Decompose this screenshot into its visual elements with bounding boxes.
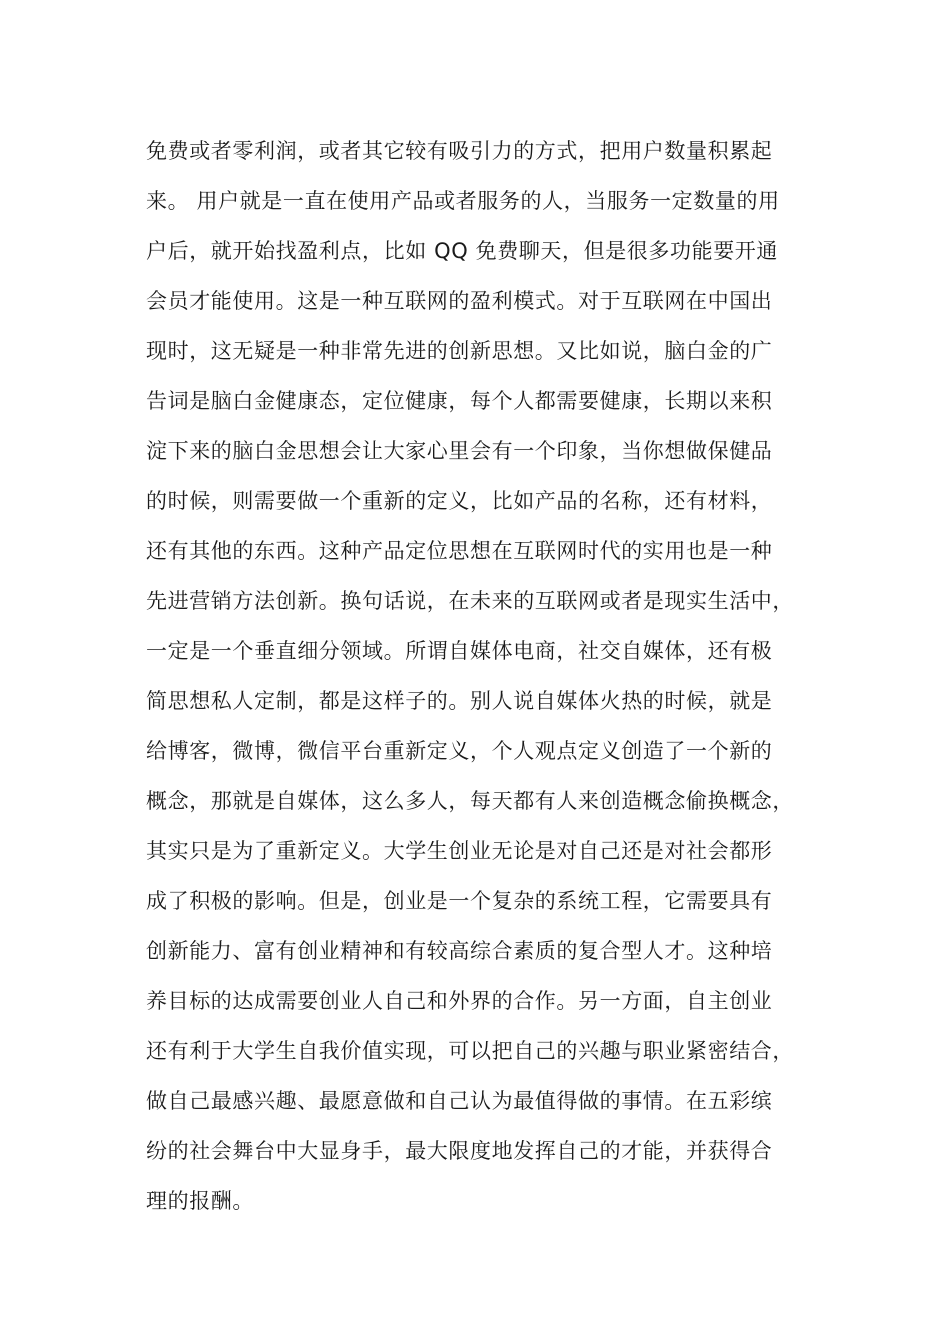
text-line-2: 来。 用户就是一直在使用产品或者服务的人，当服务一定数量的用	[146, 189, 780, 213]
text-line-21: 纷的社会舞台中大显身手，最大限度地发挥自己的才能，并获得合	[146, 1139, 773, 1163]
text-line-4: 会员才能使用。这是一种互联网的盈利模式。对于互联网在中国出	[146, 289, 773, 313]
text-line-15: 其实只是为了重新定义。大学生创业无论是对自己还是对社会都形	[146, 839, 773, 863]
text-line-9: 还有其他的东西。这种产品定位思想在互联网时代的实用也是一种	[146, 539, 773, 563]
text-line-13: 给博客，微博，微信平台重新定义，个人观点定义创造了一个新的	[146, 739, 773, 763]
text-line-20: 做自己最感兴趣、最愿意做和自己认为最值得做的事情。在五彩缤	[146, 1089, 773, 1113]
text-line-18: 养目标的达成需要创业人自己和外界的合作。另一方面，自主创业	[146, 989, 773, 1013]
text-line-10: 先进营销方法创新。换句话说，在未来的互联网或者是现实生活中，	[146, 589, 794, 613]
text-line-14: 概念，那就是自媒体，这么多人，每天都有人来创造概念偷换概念，	[146, 789, 794, 813]
text-line-5: 现时，这无疑是一种非常先进的创新思想。又比如说，脑白金的广	[146, 339, 773, 363]
text-line-12: 简思想私人定制，都是这样子的。别人说自媒体火热的时候，就是	[146, 689, 773, 713]
text-line-1: 免费或者零利润，或者其它较有吸引力的方式，把用户数量积累起	[146, 139, 773, 163]
text-line-19: 还有利于大学生自我价值实现，可以把自己的兴趣与职业紧密结合，	[146, 1039, 794, 1063]
text-line-7: 淀下来的脑白金思想会让大家心里会有一个印象，当你想做保健品	[146, 439, 773, 463]
text-line-8: 的时候，则需要做一个重新的定义，比如产品的名称，还有材料，	[146, 489, 773, 513]
text-line-16: 成了积极的影响。但是，创业是一个复杂的系统工程，它需要具有	[146, 889, 773, 913]
text-line-6: 告词是脑白金健康态，定位健康，每个人都需要健康，长期以来积	[146, 389, 773, 413]
body-paragraph	[146, 126, 806, 1226]
text-line-11: 一定是一个垂直细分领域。所谓自媒体电商，社交自媒体，还有极	[146, 639, 773, 663]
text-line-17: 创新能力、富有创业精神和有较高综合素质的复合型人才。这种培	[146, 939, 773, 963]
text-line-22: 理的报酬。	[146, 1189, 254, 1213]
text-line-3: 户后，就开始找盈利点，比如 QQ 免费聊天，但是很多功能要开通	[146, 239, 779, 263]
